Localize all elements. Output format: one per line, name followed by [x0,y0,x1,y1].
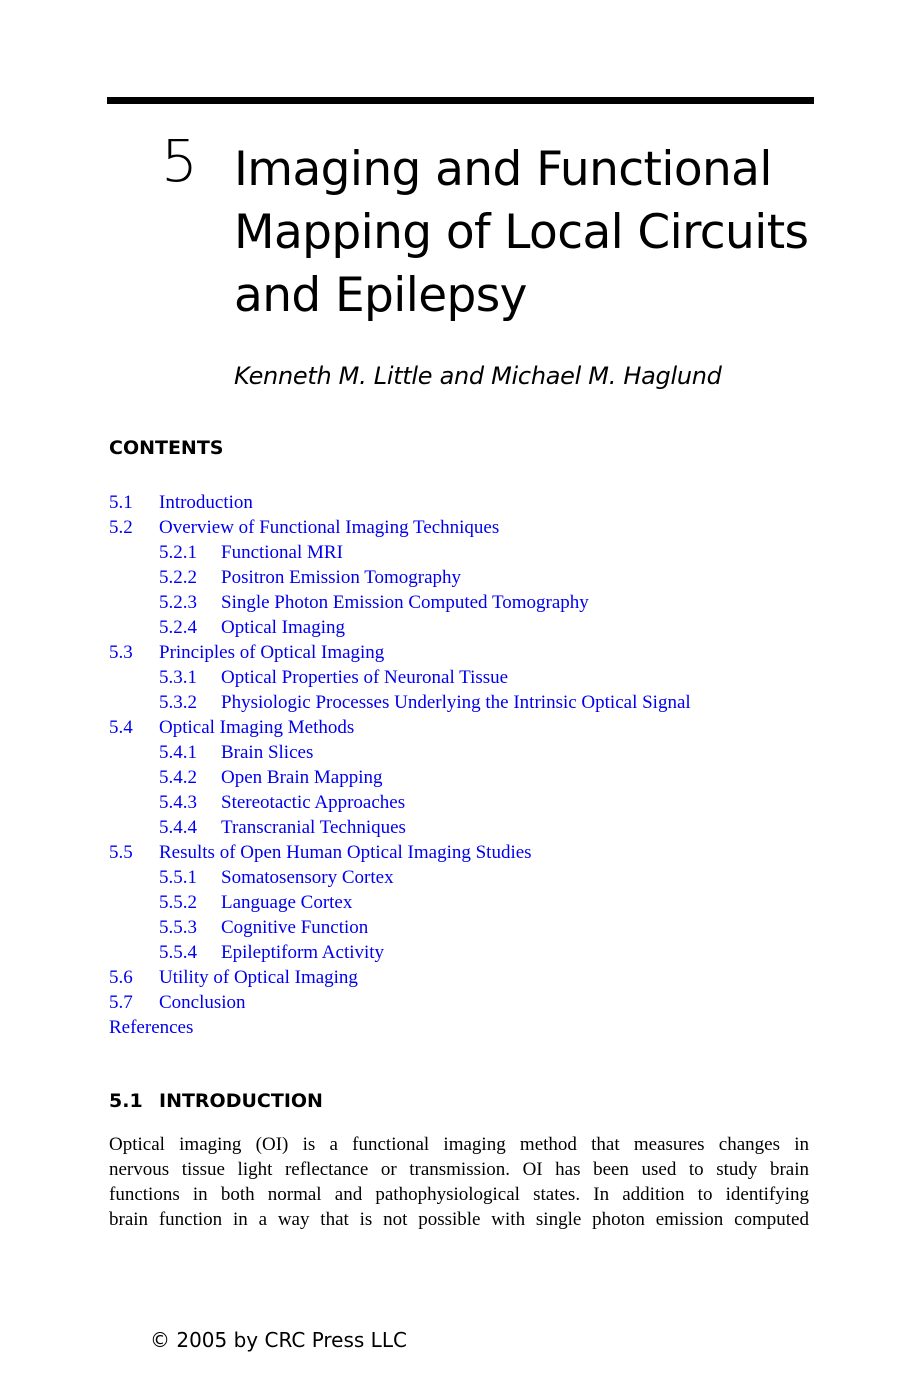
chapter-top-rule [107,97,814,104]
toc-link[interactable] [109,790,691,815]
toc-number: 5.2.1 [159,542,197,563]
toc-label: Brain Slices [221,742,314,763]
toc-number: 5.2.3 [159,592,197,613]
toc-label: Functional MRI [221,542,343,563]
toc-number: 5.3.2 [159,692,197,713]
paragraph-line: Optical imaging (OI) is a functional imaging method that measures changes in [109,1134,809,1155]
toc-label: Language Cortex [221,892,353,913]
toc-number: 5.5.4 [159,942,197,963]
toc-number: 5.2 [109,517,133,538]
toc-link[interactable] [109,665,691,690]
table-of-contents [109,490,691,1040]
toc-label: Conclusion [159,992,246,1013]
paragraph-line: functions in both normal and pathophysiological states. In addition to identifying [109,1184,809,1205]
toc-label: Optical Properties of Neuronal Tissue [221,667,509,688]
toc-link[interactable] [109,540,691,565]
toc-number: 5.4.4 [159,817,197,838]
copyright-footer: © 2005 by CRC Press LLC [150,1328,407,1352]
toc-link[interactable] [109,690,691,715]
section-title: INTRODUCTION [159,1090,323,1112]
toc-link[interactable] [109,940,691,965]
toc-number: 5.5.1 [159,867,197,888]
toc-link[interactable] [109,765,691,790]
toc-label: Utility of Optical Imaging [159,967,358,988]
toc-number: 5.4 [109,717,133,738]
toc-number: 5.6 [109,967,133,988]
chapter-title-line: and Epilepsy [234,268,527,323]
toc-number: 5.3.1 [159,667,197,688]
chapter-title-line: Mapping of Local Circuits [234,205,809,260]
chapter-number: 5 [161,127,198,195]
toc-link[interactable] [109,1015,691,1040]
toc-label: Optical Imaging [221,617,345,638]
toc-label: Stereotactic Approaches [221,792,406,813]
toc-number: 5.2.4 [159,617,197,638]
toc-link[interactable] [109,515,691,540]
toc-link[interactable] [109,865,691,890]
toc-link[interactable] [109,740,691,765]
toc-number: 5.5.2 [159,892,197,913]
toc-link[interactable] [109,890,691,915]
toc-label: Transcranial Techniques [221,817,406,838]
toc-label: Open Brain Mapping [221,767,383,788]
toc-label: Introduction [159,492,253,513]
intro-paragraph [109,1132,809,1232]
toc-label: Results of Open Human Optical Imaging Studies [159,842,532,863]
toc-link[interactable] [109,615,691,640]
toc-number: 5.5.3 [159,917,197,938]
toc-label: References [109,1017,194,1038]
chapter-title [234,138,834,327]
toc-link[interactable] [109,915,691,940]
toc-link[interactable] [109,565,691,590]
toc-label: Physiologic Processes Underlying the Intrinsic Optical Signal [221,692,691,713]
toc-label: Principles of Optical Imaging [159,642,385,663]
toc-number: 5.4.3 [159,792,197,813]
paragraph-line: brain function in a way that is not possible with single photon emission computed [109,1209,809,1230]
toc-number: 5.3 [109,642,133,663]
toc-link[interactable] [109,490,691,515]
toc-link[interactable] [109,840,691,865]
toc-label: Optical Imaging Methods [159,717,355,738]
toc-link[interactable] [109,815,691,840]
section-number: 5.1 [109,1090,143,1112]
toc-number: 5.5 [109,842,133,863]
toc-link[interactable] [109,990,691,1015]
toc-number: 5.4.2 [159,767,197,788]
chapter-title-line: Imaging and Functional [234,142,772,197]
toc-label: Positron Emission Tomography [221,567,462,588]
toc-number: 5.7 [109,992,133,1013]
toc-label: Cognitive Function [221,917,369,938]
toc-link[interactable] [109,965,691,990]
chapter-authors: Kenneth M. Little and Michael M. Haglund [234,362,722,390]
section-heading [109,1090,323,1112]
toc-link[interactable] [109,715,691,740]
toc-link[interactable] [109,590,691,615]
toc-number: 5.2.2 [159,567,197,588]
toc-link[interactable] [109,640,691,665]
toc-label: Overview of Functional Imaging Techniques [159,517,500,538]
toc-label: Somatosensory Cortex [221,867,394,888]
toc-number: 5.1 [109,492,133,513]
toc-number: 5.4.1 [159,742,197,763]
paragraph-line: nervous tissue light reflectance or transmission. OI has been used to study brain [109,1159,809,1180]
toc-label: Epileptiform Activity [221,942,385,963]
contents-heading: CONTENTS [109,437,224,459]
toc-label: Single Photon Emission Computed Tomography [221,592,589,613]
